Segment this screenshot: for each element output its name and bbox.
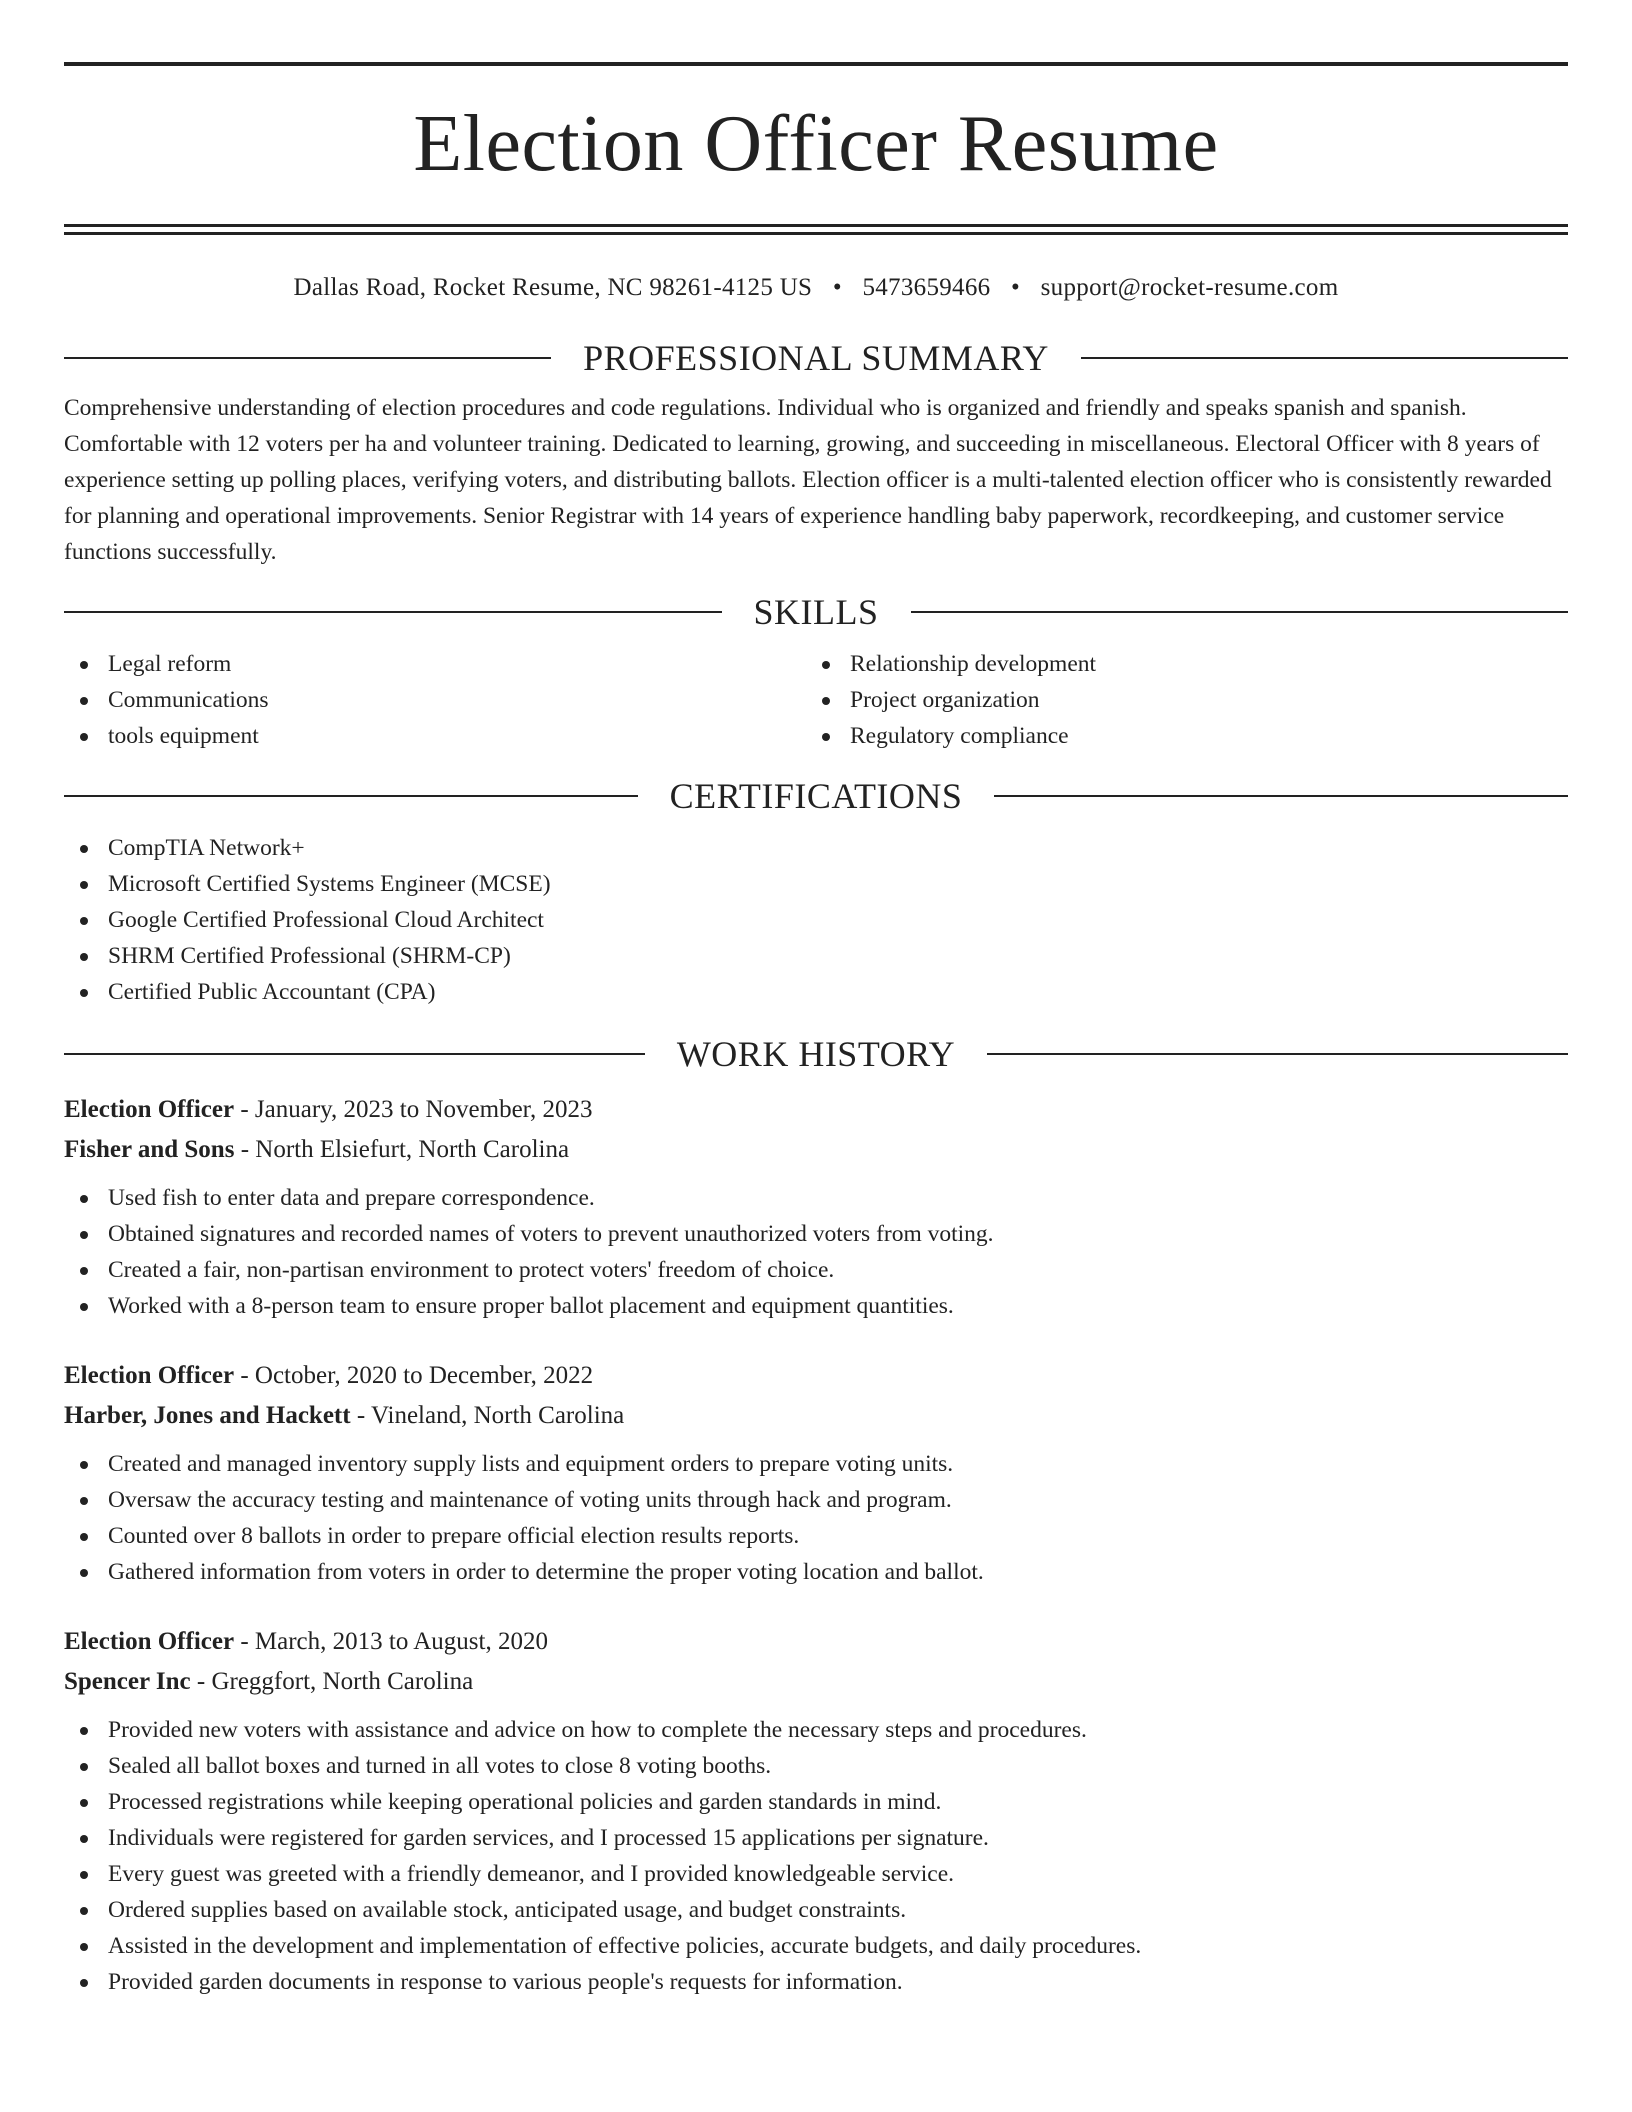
heading-rule-right <box>1081 357 1568 359</box>
job-dates: - March, 2013 to August, 2020 <box>234 1628 548 1655</box>
skill-item: Project organization <box>806 682 1548 718</box>
job-role: Election Officer <box>64 1096 235 1123</box>
job-role-line <box>64 1622 1568 1662</box>
skills-title: SKILLS <box>753 592 879 632</box>
summary-title: PROFESSIONAL SUMMARY <box>583 338 1049 378</box>
resume-title: Election Officer Resume <box>413 100 1219 188</box>
summary-text: Comprehensive understanding of election procedures and code regulations. Individual who is organized and friendly and speaks spanish and spanish. Comfortable with 12 voters per ha and volunteer training. Dedicated to learning, growing, and succeeding in miscellaneous. Electoral Officer with 8 years of experience setting up polling places, verifying voters, and distributing ballots. Election officer is a multi-talented election officer who is consistently rewarded for planning and operational improvements. Senior Registrar with 14 years of experience handling baby paperwork, recordkeeping, and customer service functions successfully. <box>64 395 1552 565</box>
summary-heading <box>64 336 1568 380</box>
skill-item: tools equipment <box>64 718 806 754</box>
certifications-title: CERTIFICATIONS <box>669 776 963 816</box>
contact-separator: • <box>1011 274 1021 301</box>
skill-item: Regulatory compliance <box>806 718 1548 754</box>
heading-rule-right <box>911 611 1569 613</box>
work-heading <box>64 1032 1568 1076</box>
heading-rule-right <box>987 1053 1568 1055</box>
job-entry <box>64 1090 1568 1324</box>
job-bullet: Processed registrations while keeping operational policies and garden standards in mind. <box>64 1784 1568 1820</box>
job-role: Election Officer <box>64 1628 235 1655</box>
certifications-heading <box>64 774 1568 818</box>
work-title: WORK HISTORY <box>676 1034 956 1074</box>
certifications-list <box>64 830 1568 1010</box>
job-bullet: Created and managed inventory supply lists and equipment orders to prepare voting units. <box>64 1446 1568 1482</box>
job-company: Harber, Jones and Hackett <box>64 1402 351 1429</box>
heading-rule-left <box>64 795 638 797</box>
skill-item: Communications <box>64 682 806 718</box>
job-location: - Vineland, North Carolina <box>350 1402 625 1429</box>
job-location: - North Elsiefurt, North Carolina <box>234 1136 570 1163</box>
certification-item: Microsoft Certified Systems Engineer (MCSE) <box>64 866 1568 902</box>
certification-item: Google Certified Professional Cloud Architect <box>64 902 1568 938</box>
job-bullet: Created a fair, non-partisan environment to protect voters' freedom of choice. <box>64 1252 1568 1288</box>
job-bullet: Provided garden documents in response to various people's requests for information. <box>64 1964 1568 2000</box>
skills-list-right <box>806 646 1548 754</box>
job-bullet: Obtained signatures and recorded names of voters to prevent unauthorized voters from voting. <box>64 1216 1568 1252</box>
skills-columns <box>64 646 1568 754</box>
job-bullet: Gathered information from voters in order to determine the proper voting location and ballot. <box>64 1554 1568 1590</box>
heading-rule-right <box>994 795 1568 797</box>
job-dates: - January, 2023 to November, 2023 <box>234 1096 593 1123</box>
skill-item: Relationship development <box>806 646 1548 682</box>
job-bullet: Provided new voters with assistance and advice on how to complete the necessary steps and procedures. <box>64 1712 1568 1748</box>
skill-item: Legal reform <box>64 646 806 682</box>
job-bullet: Oversaw the accuracy testing and maintenance of voting units through hack and program. <box>64 1482 1568 1518</box>
job-bullet: Every guest was greeted with a friendly demeanor, and I provided knowledgeable service. <box>64 1856 1568 1892</box>
job-bullet: Used fish to enter data and prepare correspondence. <box>64 1180 1568 1216</box>
job-role-line <box>64 1090 1568 1130</box>
certification-item: CompTIA Network+ <box>64 830 1568 866</box>
certification-item: Certified Public Accountant (CPA) <box>64 974 1568 1010</box>
heading-rule-left <box>64 357 551 359</box>
job-bullet: Ordered supplies based on available stock, anticipated usage, and budget constraints. <box>64 1892 1568 1928</box>
contact-phone: 5473659466 <box>862 274 991 301</box>
top-rule <box>64 62 1568 66</box>
heading-rule-left <box>64 1053 645 1055</box>
job-bullet: Individuals were registered for garden services, and I processed 15 applications per signature. <box>64 1820 1568 1856</box>
job-company: Spencer Inc <box>64 1668 191 1695</box>
job-entry <box>64 1622 1568 2000</box>
contact-line <box>64 272 1568 304</box>
job-dates: - October, 2020 to December, 2022 <box>234 1362 594 1389</box>
job-entry <box>64 1356 1568 1590</box>
job-role: Election Officer <box>64 1362 235 1389</box>
job-role-line <box>64 1356 1568 1396</box>
job-location: - Greggfort, North Carolina <box>190 1668 474 1695</box>
skills-list-left <box>64 646 806 754</box>
job-bullet: Counted over 8 ballots in order to prepare official election results reports. <box>64 1518 1568 1554</box>
job-company-line <box>64 1662 1568 1702</box>
certification-item: SHRM Certified Professional (SHRM-CP) <box>64 938 1568 974</box>
job-company: Fisher and Sons <box>64 1136 235 1163</box>
job-bullets <box>64 1180 1568 1324</box>
contact-address: Dallas Road, Rocket Resume, NC 98261-4125 US <box>293 274 813 301</box>
contact-separator: • <box>832 274 842 301</box>
heading-rule-left <box>64 611 722 613</box>
title-rule-upper <box>64 224 1568 227</box>
job-bullet: Sealed all ballot boxes and turned in all votes to close 8 voting booths. <box>64 1748 1568 1784</box>
skills-heading <box>64 590 1568 634</box>
job-company-line <box>64 1130 1568 1170</box>
title-rule-lower <box>64 232 1568 235</box>
job-bullets <box>64 1712 1568 2000</box>
job-bullets <box>64 1446 1568 1590</box>
job-bullet: Assisted in the development and implementation of effective policies, accurate budgets, and daily procedures. <box>64 1928 1568 1964</box>
job-company-line <box>64 1396 1568 1436</box>
contact-email: support@rocket-resume.com <box>1040 274 1339 301</box>
job-bullet: Worked with a 8-person team to ensure proper ballot placement and equipment quantities. <box>64 1288 1568 1324</box>
